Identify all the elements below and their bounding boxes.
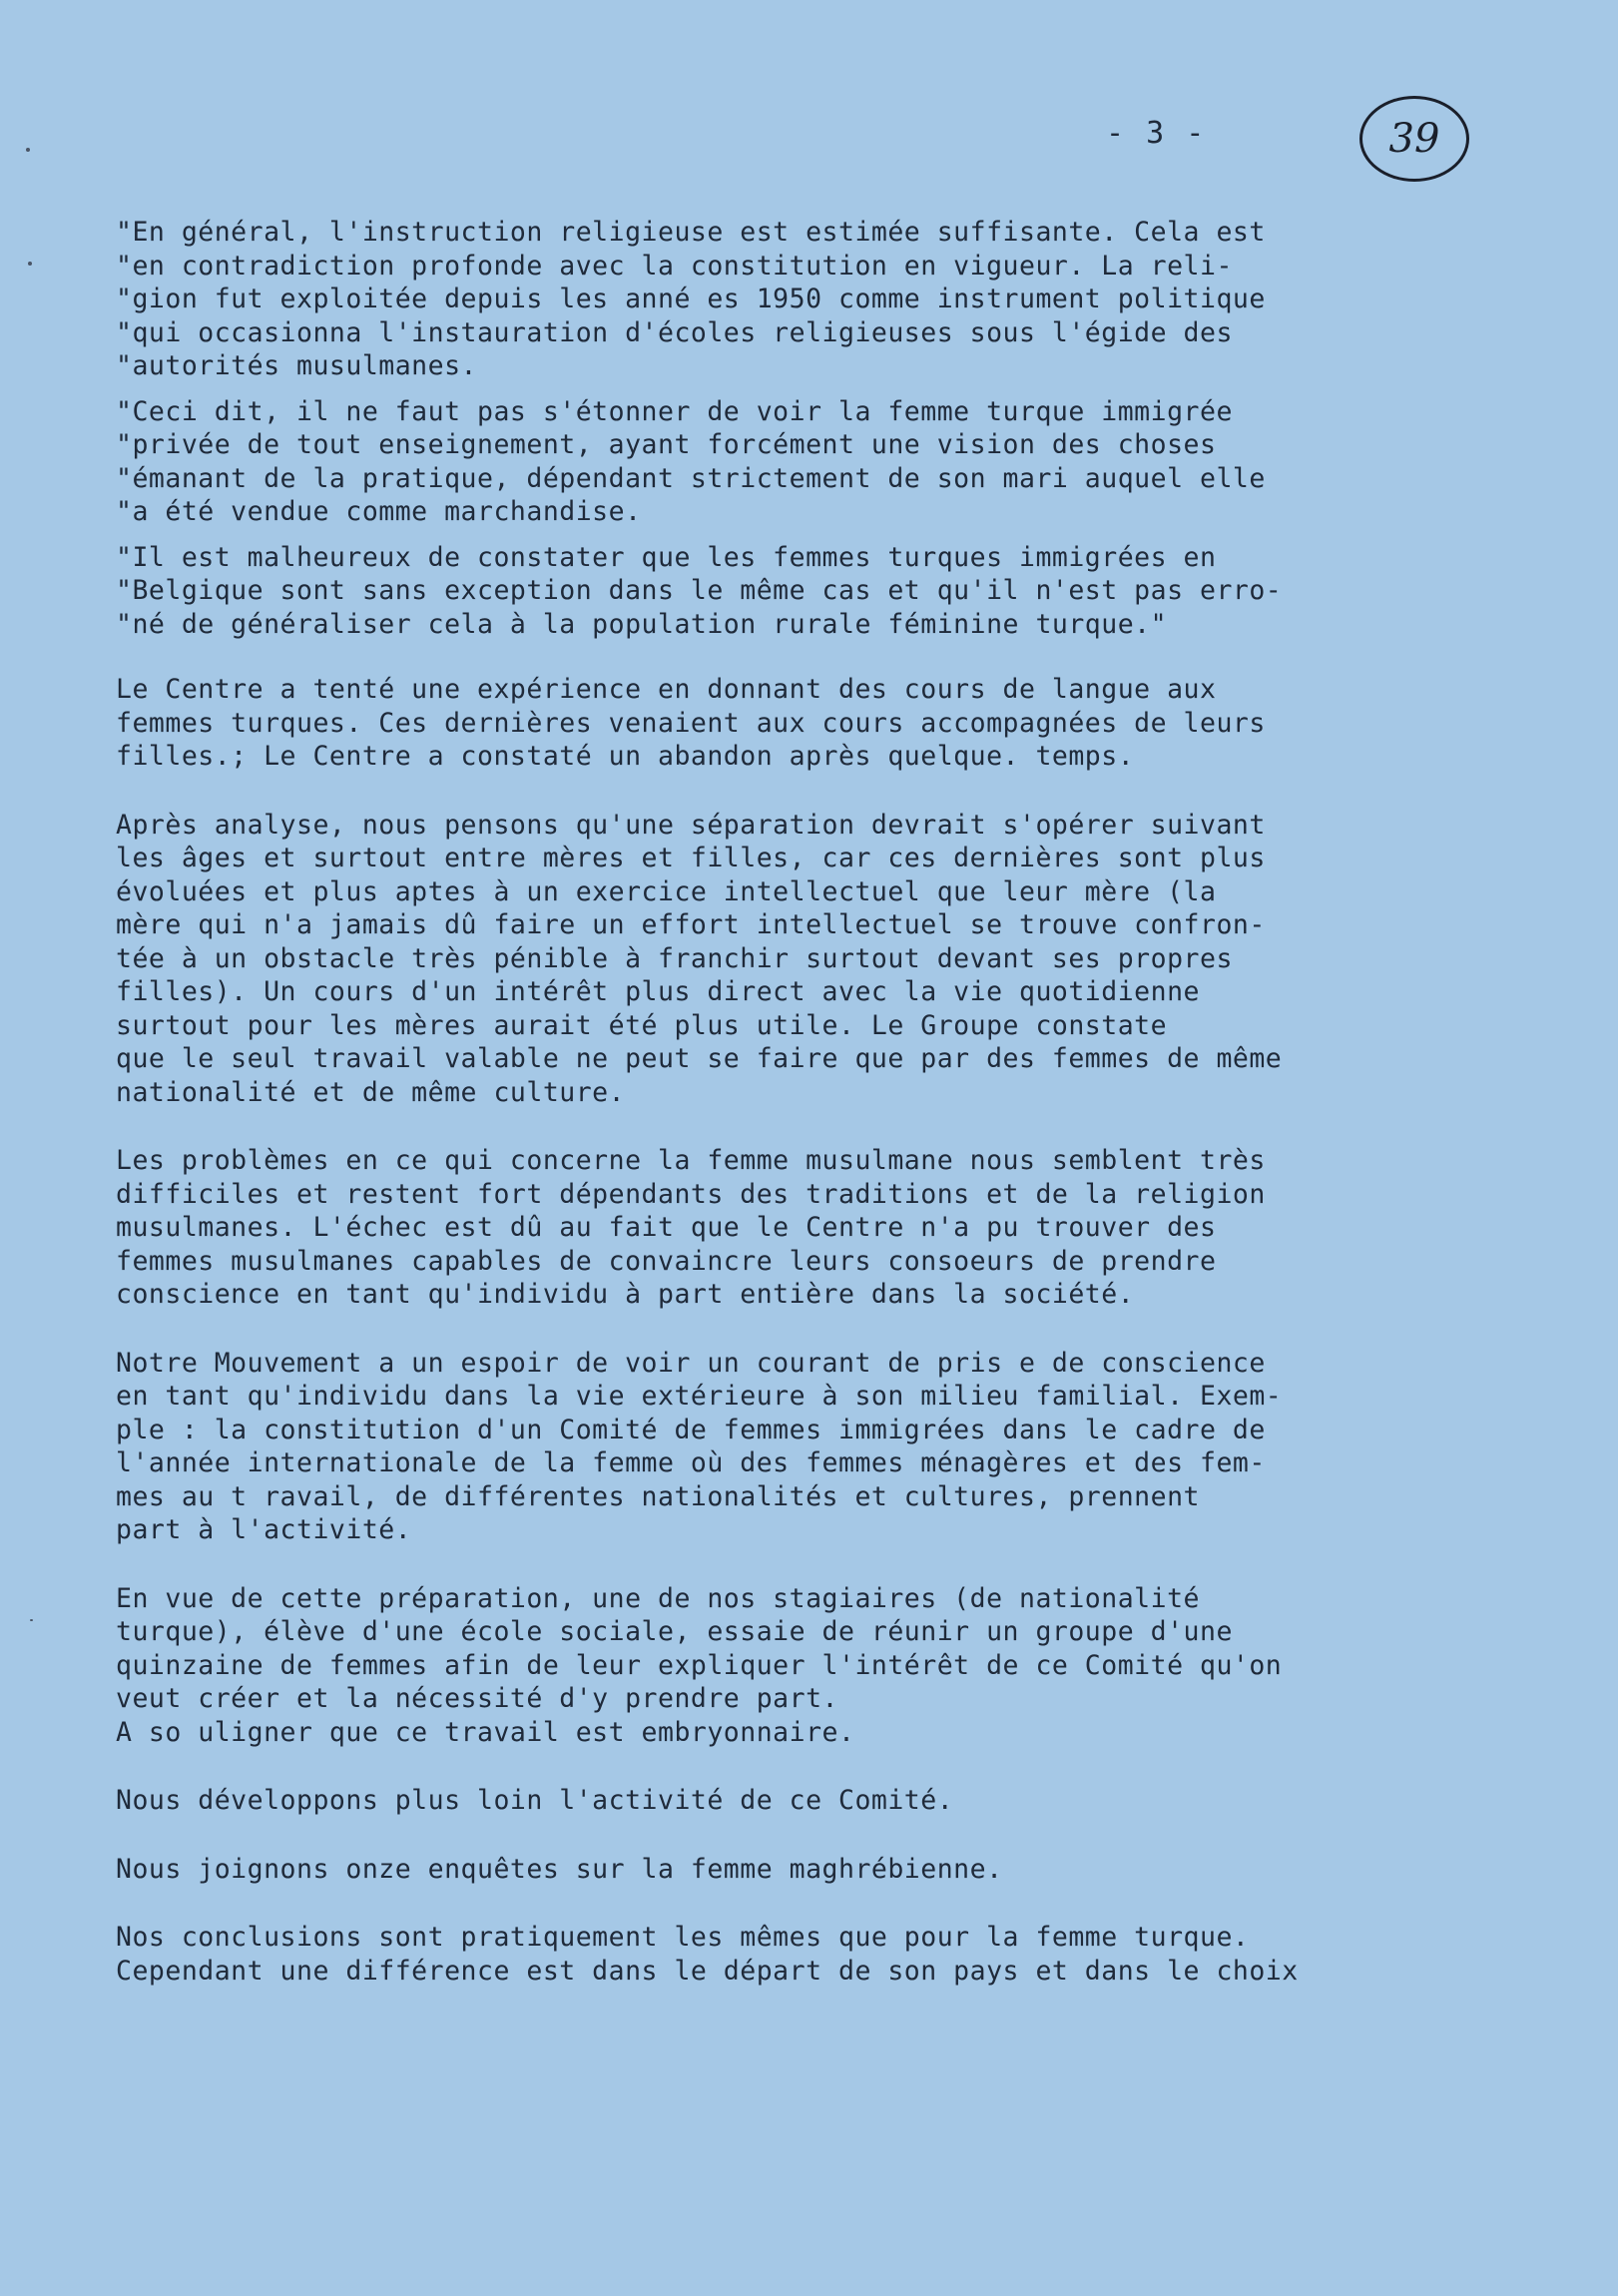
paragraph-surveys: Nous joignons onze enquêtes sur la femme maghrébienne. — [116, 1853, 1003, 1885]
body-text — [116, 216, 1433, 1988]
paragraph-quote-1: "En général, l'instruction religieuse est estimée suffisante. Cela est "en contradiction profonde avec la constitution en vigueur. La reli- "gion fut exploitée depuis les anné es 1950 comme instrument politique "qui occasionna l'instauration d'écoles religieuses sous l'égide des "autorités musulmanes. — [116, 217, 1266, 381]
paragraph-preparation: En vue de cette préparation, une de nos stagiaires (de nationalité turque), élève d'une école sociale, essaie de réunir un groupe d'une quinzaine de femmes afin de leur expliquer l'intérêt de ce Comité qu'on veut créer et la nécessité d'y prendre part. A so uligner que ce travail est embryonnaire. — [116, 1582, 1283, 1748]
paragraph-quote-2: "Ceci dit, il ne faut pas s'étonner de voir la femme turque immigrée "privée de tout enseignement, ayant forcément une vision des choses "émanant de la pratique, dépendant strictement de son mari auquel elle "a été vendue comme marchandise. — [116, 395, 1266, 527]
paper-speck — [26, 148, 30, 152]
paragraph-centre-experience: Le Centre a tenté une expérience en donnant des cours de langue aux femmes turques. Ces dernières venaient aux cours accompagnées de leurs filles.; Le Centre a constaté un abandon après quelque. temps. — [116, 674, 1266, 772]
folio-stamp — [1359, 96, 1469, 182]
paper-speck — [28, 262, 32, 266]
paragraph-conclusions: Nos conclusions sont pratiquement les mêmes que pour la femme turque. Cependant une différence est dans le départ de son pays et dans le choix — [116, 1922, 1299, 1987]
paragraph-analysis: Après analyse, nous pensons qu'une séparation devrait s'opérer suivant les âges et surtout entre mères et filles, car ces dernières sont plus évoluées et plus aptes à un exercice intellectuel que leur mère (la mère qui n'a jamais dû faire un effort intellectuel se trouve confron- tée à un obstacle très pénible à franchir surtout devant ses propres filles). Un cours d'un intérêt plus direct avec la vie quotidienne surtout pour les mères aurait été plus utile. Le Groupe constate que le seul travail valable ne peut se faire que par des femmes de même nationalité et de même culture. — [116, 809, 1283, 1108]
paragraph-muslim-women: Les problèmes en ce qui concerne la femme musulmane nous semblent très difficiles et restent fort dépendants des traditions et de la religion musulmanes. L'échec est dû au fait que le Centre n'a pu trouver des femmes musulmanes capables de convaincre leurs consoeurs de prendre conscience en tant qu'individu à part entière dans la société. — [116, 1145, 1266, 1310]
page-number: - 3 - — [1106, 116, 1207, 151]
paragraph-movement: Notre Mouvement a un espoir de voir un courant de pris e de conscience en tant qu'individu dans la vie extérieure à son milieu familial. Exem- ple : la constitution d'un Comité de femmes immigrées dans le cadre de l'année internationale de la femme où des femmes ménagères et des fem- mes au t ravail, de différentes nationalités et cultures, prennent part à l'activité. — [116, 1347, 1283, 1545]
paragraph-committee: Nous développons plus loin l'activité de ce Comité. — [116, 1785, 954, 1816]
paper-speck — [30, 1619, 33, 1621]
folio-number: 39 — [1388, 116, 1440, 162]
paragraph-quote-3: "Il est malheureux de constater que les femmes turques immigrées en "Belgique sont sans exception dans le même cas et qu'il n'est pas erro- "né de généraliser cela à la population rurale féminine turque." — [116, 541, 1283, 640]
